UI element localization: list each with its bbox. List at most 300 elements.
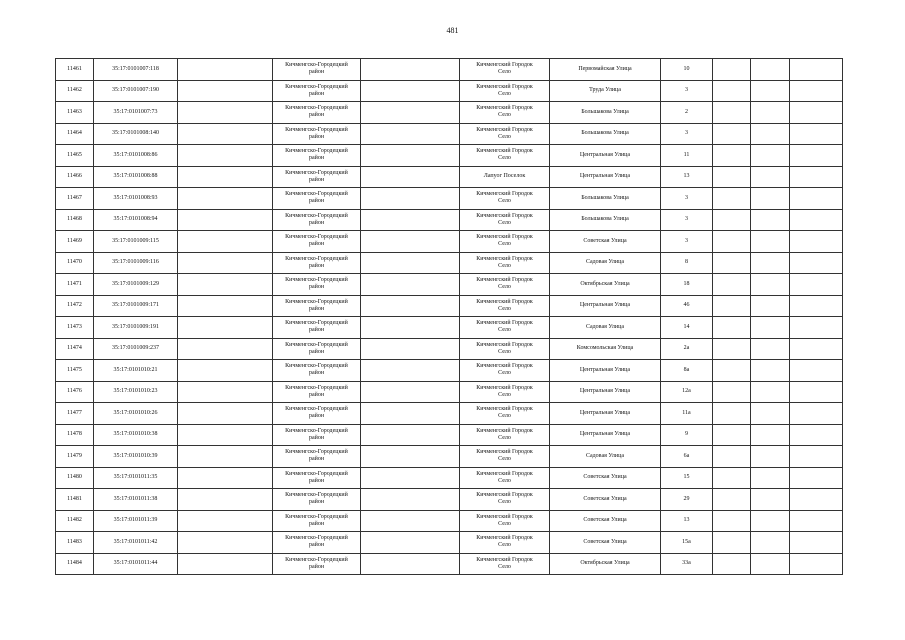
empty-cell (751, 403, 790, 425)
district-cell (273, 102, 361, 124)
street-cell: Большакова Улица (550, 188, 661, 210)
empty-cell (751, 123, 790, 145)
district-line2: район (308, 477, 325, 484)
row-number: 11470 (56, 252, 94, 274)
empty-cell (713, 532, 751, 554)
empty-cell (178, 532, 273, 554)
table-row (56, 80, 843, 102)
settlement-line1: Кичменгский Городок (476, 234, 533, 241)
empty-cell (790, 510, 843, 532)
district-line1: Кичменгско-Городецкий (285, 255, 348, 262)
street-cell: Советская Улица (550, 467, 661, 489)
table-row (56, 403, 843, 425)
settlement-line2: Село (498, 391, 511, 398)
district-line1: Кичменгско-Городецкий (285, 341, 348, 348)
settlement-cell (460, 553, 550, 575)
house-cell: 2 (661, 102, 713, 124)
empty-cell (751, 166, 790, 188)
empty-cell (713, 424, 751, 446)
settlement-line2: Село (498, 90, 511, 97)
settlement-cell (460, 467, 550, 489)
empty-cell (361, 510, 460, 532)
settlement-line2: Село (498, 69, 511, 76)
house-cell: 29 (661, 489, 713, 511)
empty-cell (713, 317, 751, 339)
settlement-cell (460, 510, 550, 532)
street-cell: Садовая Улица (550, 252, 661, 274)
empty-cell (790, 102, 843, 124)
district-line2: район (308, 413, 325, 420)
district-line2: район (308, 262, 325, 269)
cadastral-number: 35:17:0101010:21 (94, 360, 178, 382)
row-number: 11479 (56, 446, 94, 468)
district-line1: Кичменгско-Городецкий (285, 363, 348, 370)
street-cell: Октябрьская Улица (550, 553, 661, 575)
cadastral-number: 35:17:0101010:23 (94, 381, 178, 403)
settlement-line2: Село (498, 370, 511, 377)
row-number: 11466 (56, 166, 94, 188)
table-row (56, 123, 843, 145)
table-row (56, 188, 843, 210)
empty-cell (178, 252, 273, 274)
settlement-line1: Кичменгский Городок (476, 148, 533, 155)
empty-cell (713, 446, 751, 468)
cadastral-number: 35:17:0101007:190 (94, 80, 178, 102)
empty-cell (751, 188, 790, 210)
district-cell (273, 188, 361, 210)
row-number: 11464 (56, 123, 94, 145)
row-number: 11476 (56, 381, 94, 403)
page-number: 481 (446, 26, 459, 35)
settlement-line1: Кичменгский Городок (476, 363, 533, 370)
house-cell: 6а (661, 446, 713, 468)
empty-cell (713, 166, 751, 188)
table-row (56, 532, 843, 554)
house-cell: 3 (661, 123, 713, 145)
empty-cell (361, 317, 460, 339)
settlement-cell (460, 360, 550, 382)
table-row (56, 338, 843, 360)
settlement-line2: Село (498, 563, 511, 570)
empty-cell (178, 145, 273, 167)
table-row (56, 446, 843, 468)
settlement-line2: Село (498, 456, 511, 463)
district-line1: Кичменгско-Городецкий (285, 427, 348, 434)
settlement-cell (460, 145, 550, 167)
district-line1: Кичменгско-Городецкий (285, 126, 348, 133)
settlement-line1: Кичменгский Городок (476, 341, 533, 348)
empty-cell (790, 80, 843, 102)
house-cell: 33а (661, 553, 713, 575)
settlement-line2: Село (498, 284, 511, 291)
street-cell: Садовая Улица (550, 446, 661, 468)
cadastral-number: 35:17:0101009:171 (94, 295, 178, 317)
district-line1: Кичменгско-Городецкий (285, 105, 348, 112)
empty-cell (790, 317, 843, 339)
empty-cell (361, 188, 460, 210)
cadastral-number: 35:17:0101008:88 (94, 166, 178, 188)
table-row (56, 252, 843, 274)
house-cell: 9 (661, 424, 713, 446)
settlement-line2: Село (498, 499, 511, 506)
row-number: 11474 (56, 338, 94, 360)
district-line1: Кичменгско-Городецкий (285, 406, 348, 413)
cadastral-number: 35:17:0101009:115 (94, 231, 178, 253)
settlement-line1: Кичменгский Городок (476, 255, 533, 262)
street-cell: Советская Улица (550, 510, 661, 532)
district-cell (273, 80, 361, 102)
empty-cell (178, 123, 273, 145)
settlement-line1: Кичменгский Городок (476, 126, 533, 133)
empty-cell (361, 59, 460, 81)
street-cell: Советская Улица (550, 532, 661, 554)
district-cell (273, 317, 361, 339)
house-cell: 3 (661, 80, 713, 102)
district-line1: Кичменгско-Городецкий (285, 513, 348, 520)
street-cell: Труда Улица (550, 80, 661, 102)
district-line1: Кичменгско-Городецкий (285, 148, 348, 155)
empty-cell (713, 381, 751, 403)
district-line2: район (308, 499, 325, 506)
empty-cell (751, 381, 790, 403)
empty-cell (751, 553, 790, 575)
row-number: 11472 (56, 295, 94, 317)
settlement-line2: Село (498, 477, 511, 484)
empty-cell (361, 102, 460, 124)
empty-cell (361, 80, 460, 102)
empty-cell (713, 338, 751, 360)
table-row (56, 467, 843, 489)
empty-cell (178, 166, 273, 188)
district-cell (273, 166, 361, 188)
cadastral-number: 35:17:0101011:35 (94, 467, 178, 489)
empty-cell (178, 467, 273, 489)
empty-cell (713, 274, 751, 296)
empty-cell (713, 145, 751, 167)
street-cell: Первомайская Улица (550, 59, 661, 81)
empty-cell (790, 338, 843, 360)
empty-cell (790, 59, 843, 81)
settlement-line1: Кичменгский Городок (476, 406, 533, 413)
row-number: 11473 (56, 317, 94, 339)
settlement-line1: Кичменгский Городок (476, 449, 533, 456)
empty-cell (790, 123, 843, 145)
district-line2: район (308, 348, 325, 355)
registry-table (55, 58, 843, 575)
empty-cell (713, 295, 751, 317)
empty-cell (751, 209, 790, 231)
empty-cell (178, 231, 273, 253)
empty-cell (713, 188, 751, 210)
district-cell (273, 123, 361, 145)
district-cell (273, 446, 361, 468)
empty-cell (361, 467, 460, 489)
settlement-line2: Село (498, 155, 511, 162)
row-number: 11480 (56, 467, 94, 489)
district-line1: Кичменгско-Городецкий (285, 212, 348, 219)
empty-cell (751, 338, 790, 360)
district-cell (273, 381, 361, 403)
empty-cell (790, 209, 843, 231)
settlement-cell (460, 80, 550, 102)
table-row (56, 145, 843, 167)
empty-cell (361, 209, 460, 231)
row-number: 11481 (56, 489, 94, 511)
empty-cell (751, 295, 790, 317)
settlement-line1: Кичменгский Городок (476, 320, 533, 327)
empty-cell (178, 209, 273, 231)
empty-cell (178, 424, 273, 446)
street-cell: Большакова Улица (550, 102, 661, 124)
district-line1: Кичменгско-Городецкий (285, 62, 348, 69)
empty-cell (361, 403, 460, 425)
empty-cell (713, 489, 751, 511)
table-row (56, 317, 843, 339)
empty-cell (790, 274, 843, 296)
district-line2: район (308, 456, 325, 463)
empty-cell (751, 59, 790, 81)
settlement-line2: Село (498, 262, 511, 269)
row-number: 11467 (56, 188, 94, 210)
street-cell: Центральная Улица (550, 381, 661, 403)
table-row (56, 489, 843, 511)
row-number: 11461 (56, 59, 94, 81)
district-line2: район (308, 305, 325, 312)
empty-cell (790, 424, 843, 446)
settlement-cell (460, 166, 550, 188)
district-line1: Кичменгско-Городецкий (285, 492, 348, 499)
empty-cell (790, 489, 843, 511)
settlement-cell (460, 123, 550, 145)
empty-cell (178, 489, 273, 511)
empty-cell (751, 80, 790, 102)
empty-cell (178, 59, 273, 81)
settlement-line1: Кичменгский Городок (476, 470, 533, 477)
table-row (56, 360, 843, 382)
district-line1: Кичменгско-Городецкий (285, 556, 348, 563)
street-cell: Садовая Улица (550, 317, 661, 339)
empty-cell (178, 381, 273, 403)
district-cell (273, 145, 361, 167)
house-cell: 14 (661, 317, 713, 339)
row-number: 11482 (56, 510, 94, 532)
empty-cell (751, 317, 790, 339)
empty-cell (751, 510, 790, 532)
settlement-line2: Село (498, 542, 511, 549)
empty-cell (713, 403, 751, 425)
house-cell: 13 (661, 166, 713, 188)
district-line1: Кичменгско-Городецкий (285, 449, 348, 456)
empty-cell (178, 317, 273, 339)
empty-cell (361, 360, 460, 382)
table-row (56, 424, 843, 446)
settlement-line2: Село (498, 133, 511, 140)
table-row (56, 381, 843, 403)
row-number: 11475 (56, 360, 94, 382)
empty-cell (178, 295, 273, 317)
settlement-cell (460, 424, 550, 446)
table-row (56, 59, 843, 81)
street-cell: Центральная Улица (550, 403, 661, 425)
empty-cell (361, 252, 460, 274)
district-cell (273, 59, 361, 81)
empty-cell (751, 446, 790, 468)
house-cell: 15 (661, 467, 713, 489)
district-cell (273, 360, 361, 382)
settlement-line2: Село (498, 241, 511, 248)
district-line2: район (308, 112, 325, 119)
street-cell: Центральная Улица (550, 166, 661, 188)
district-cell (273, 467, 361, 489)
empty-cell (361, 166, 460, 188)
house-cell: 15а (661, 532, 713, 554)
settlement-line1: Кичменгский Городок (476, 212, 533, 219)
settlement-line1: Кичменгский Городок (476, 556, 533, 563)
empty-cell (790, 188, 843, 210)
district-line2: район (308, 219, 325, 226)
house-cell: 11 (661, 145, 713, 167)
cadastral-number: 35:17:0101009:129 (94, 274, 178, 296)
empty-cell (713, 252, 751, 274)
empty-cell (713, 80, 751, 102)
settlement-line2: Село (498, 219, 511, 226)
cadastral-number: 35:17:0101010:38 (94, 424, 178, 446)
district-line2: район (308, 370, 325, 377)
settlement-line1: Кичменгский Городок (476, 277, 533, 284)
cadastral-number: 35:17:0101011:39 (94, 510, 178, 532)
empty-cell (790, 360, 843, 382)
house-cell: 13 (661, 510, 713, 532)
house-cell: 10 (661, 59, 713, 81)
district-line2: район (308, 198, 325, 205)
row-number: 11477 (56, 403, 94, 425)
settlement-line1: Кичменгский Городок (476, 298, 533, 305)
settlement-line2: Село (498, 348, 511, 355)
cadastral-number: 35:17:0101008:86 (94, 145, 178, 167)
settlement-cell (460, 102, 550, 124)
empty-cell (361, 274, 460, 296)
empty-cell (178, 338, 273, 360)
settlement-cell (460, 317, 550, 339)
settlement-line1: Кичменгский Городок (476, 492, 533, 499)
cadastral-number: 35:17:0101011:44 (94, 553, 178, 575)
settlement-cell (460, 188, 550, 210)
empty-cell (361, 424, 460, 446)
house-cell: 18 (661, 274, 713, 296)
district-line2: район (308, 69, 325, 76)
district-line2: район (308, 542, 325, 549)
district-line1: Кичменгско-Городецкий (285, 169, 348, 176)
empty-cell (361, 553, 460, 575)
empty-cell (751, 274, 790, 296)
empty-cell (790, 166, 843, 188)
empty-cell (713, 59, 751, 81)
empty-cell (713, 209, 751, 231)
district-line1: Кичменгско-Городецкий (285, 191, 348, 198)
empty-cell (178, 188, 273, 210)
cadastral-number: 35:17:0101007:73 (94, 102, 178, 124)
street-cell: Октябрьская Улица (550, 274, 661, 296)
cadastral-number: 35:17:0101010:26 (94, 403, 178, 425)
settlement-line1: Кичменгский Городок (476, 513, 533, 520)
row-number: 11465 (56, 145, 94, 167)
cadastral-number: 35:17:0101009:237 (94, 338, 178, 360)
row-number: 11471 (56, 274, 94, 296)
district-cell (273, 231, 361, 253)
house-cell: 3 (661, 209, 713, 231)
settlement-cell (460, 231, 550, 253)
empty-cell (361, 145, 460, 167)
settlement-line1: Кичменгский Городок (476, 105, 533, 112)
district-cell (273, 510, 361, 532)
cadastral-number: 35:17:0101008:94 (94, 209, 178, 231)
cadastral-number: 35:17:0101008:140 (94, 123, 178, 145)
settlement-cell (460, 338, 550, 360)
settlement-cell (460, 403, 550, 425)
empty-cell (790, 295, 843, 317)
empty-cell (790, 145, 843, 167)
district-line1: Кичменгско-Городецкий (285, 535, 348, 542)
empty-cell (751, 145, 790, 167)
empty-cell (361, 338, 460, 360)
empty-cell (361, 381, 460, 403)
district-line1: Кичменгско-Городецкий (285, 298, 348, 305)
table-row (56, 295, 843, 317)
district-line2: район (308, 176, 325, 183)
registry-rows (56, 59, 843, 575)
empty-cell (361, 295, 460, 317)
empty-cell (178, 274, 273, 296)
row-number: 11463 (56, 102, 94, 124)
district-line2: район (308, 434, 325, 441)
empty-cell (790, 403, 843, 425)
district-line1: Кичменгско-Городецкий (285, 234, 348, 241)
street-cell: Центральная Улица (550, 360, 661, 382)
empty-cell (361, 489, 460, 511)
settlement-cell (460, 489, 550, 511)
cadastral-number: 35:17:0101008:93 (94, 188, 178, 210)
settlement-cell (460, 532, 550, 554)
row-number: 11469 (56, 231, 94, 253)
district-cell (273, 424, 361, 446)
empty-cell (178, 102, 273, 124)
street-cell: Большакова Улица (550, 209, 661, 231)
table-row (56, 553, 843, 575)
district-cell (273, 252, 361, 274)
house-cell: 8 (661, 252, 713, 274)
district-cell (273, 338, 361, 360)
cadastral-number: 35:17:0101007:118 (94, 59, 178, 81)
empty-cell (751, 102, 790, 124)
district-line2: район (308, 327, 325, 334)
settlement-line1: Кичменгский Городок (476, 83, 533, 90)
district-line2: район (308, 520, 325, 527)
district-cell (273, 209, 361, 231)
district-line2: район (308, 563, 325, 570)
district-line2: район (308, 155, 325, 162)
house-cell: 3 (661, 188, 713, 210)
empty-cell (751, 424, 790, 446)
table-row (56, 102, 843, 124)
empty-cell (361, 231, 460, 253)
settlement-cell (460, 59, 550, 81)
empty-cell (178, 510, 273, 532)
district-line1: Кичменгско-Городецкий (285, 320, 348, 327)
empty-cell (361, 123, 460, 145)
settlement-line1: Кичменгский Городок (476, 535, 533, 542)
empty-cell (790, 252, 843, 274)
row-number: 11478 (56, 424, 94, 446)
